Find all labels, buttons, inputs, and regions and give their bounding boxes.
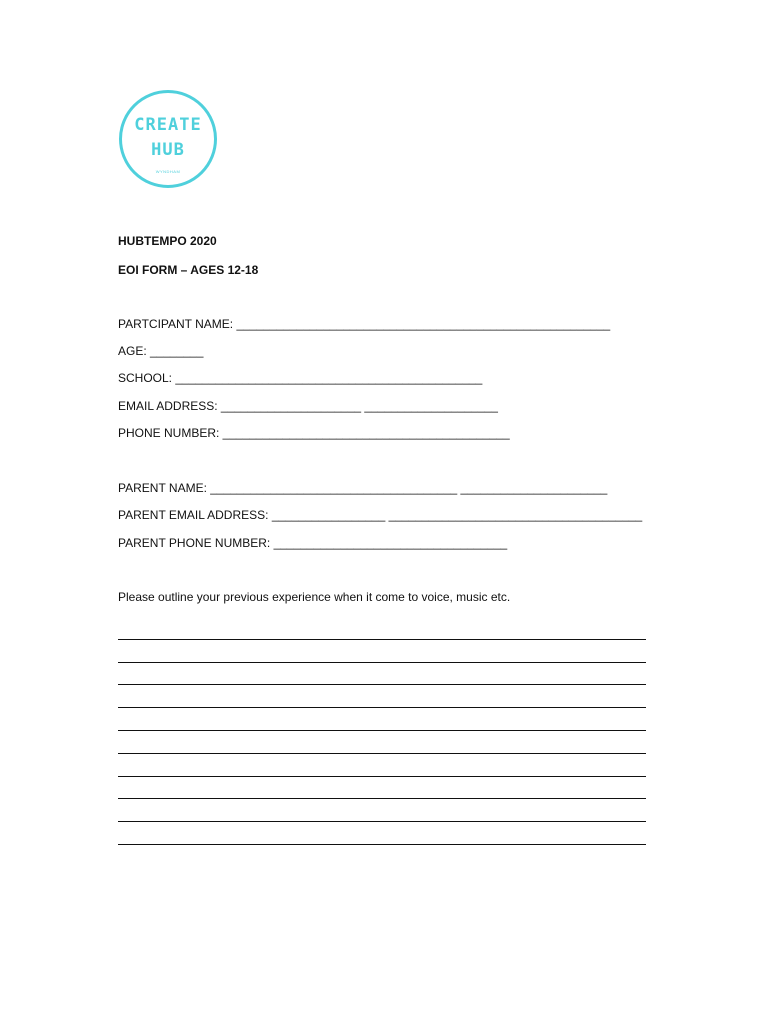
answer-line[interactable] [118, 617, 646, 640]
parent-name-field[interactable]: PARENT NAME: _____________________________________ ______________________ [118, 481, 608, 495]
answer-line[interactable] [118, 731, 646, 754]
answer-line[interactable] [118, 708, 646, 731]
school-field[interactable]: SCHOOL: ______________________________________________ [118, 371, 483, 385]
answer-line[interactable] [118, 822, 646, 845]
answer-line[interactable] [118, 640, 646, 663]
create-hub-logo [119, 90, 217, 188]
email-address-field[interactable]: EMAIL ADDRESS: _____________________ ____________________ [118, 399, 498, 413]
age-field[interactable]: AGE: ________ [118, 344, 204, 358]
experience-prompt: Please outline your previous experience when it come to voice, music etc. [118, 590, 511, 604]
experience-answer-area[interactable] [118, 617, 646, 845]
parent-email-address-field[interactable]: PARENT EMAIL ADDRESS: _________________ ______________________________________ [118, 508, 643, 522]
answer-line[interactable] [118, 799, 646, 822]
form-title: HUBTEMPO 2020 [118, 234, 217, 248]
participant-name-field[interactable]: PARTCIPANT NAME: ________________________________________________________ [118, 317, 611, 331]
answer-line[interactable] [118, 777, 646, 800]
logo-small-text: WYNDHAM [155, 169, 181, 174]
form-subtitle: EOI FORM – AGES 12-18 [118, 263, 259, 277]
logo-line-hub: HUB [151, 140, 185, 160]
answer-line[interactable] [118, 754, 646, 777]
answer-line[interactable] [118, 663, 646, 686]
logo-line-create: CREATE [134, 115, 202, 135]
parent-phone-number-field[interactable]: PARENT PHONE NUMBER: ___________________________________ [118, 536, 508, 550]
phone-number-field[interactable]: PHONE NUMBER: ___________________________________________ [118, 426, 510, 440]
answer-line[interactable] [118, 685, 646, 708]
